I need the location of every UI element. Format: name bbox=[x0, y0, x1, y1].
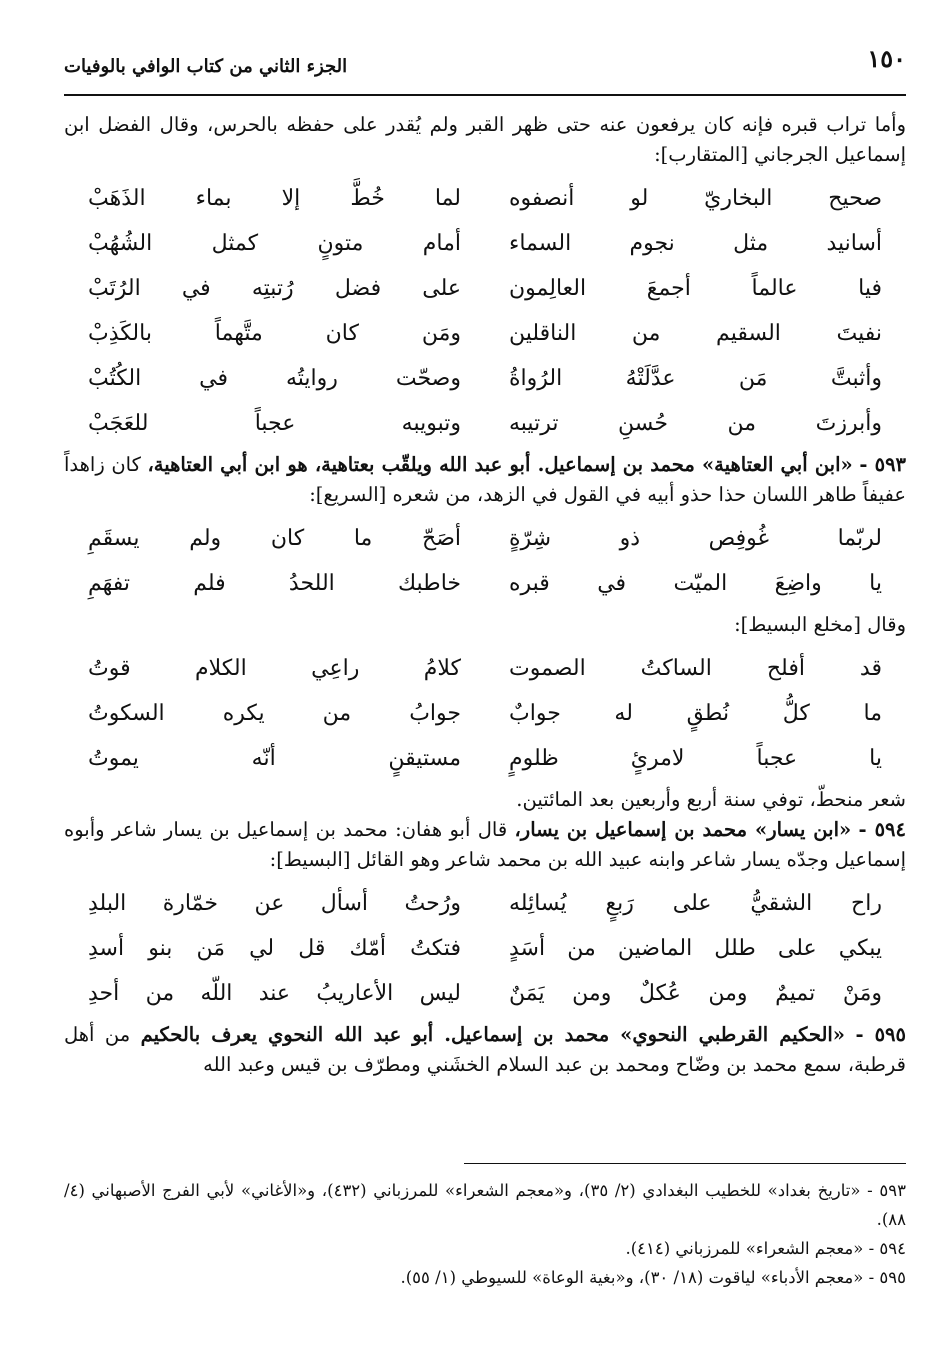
verse bbox=[64, 646, 906, 691]
footnotes bbox=[64, 1176, 906, 1292]
footnote: ٥٩٣ - «تاريخ بغداد» للخطيب البغدادي (٢/ ٣٥)، و«معجم الشعراء» للمرزباني (٤٣٢)، و«الأغاني» لأبي الفرج الأصبهاني (٤/ ٨٨). bbox=[64, 1181, 907, 1229]
verse bbox=[64, 311, 906, 356]
verse-first-hemistich: يا واضِعَ الميّت في قبره bbox=[509, 570, 882, 596]
entry-594 bbox=[64, 815, 906, 875]
verse-second-hemistich: ومَن كان متَّهماً بالكَذِبْ bbox=[88, 320, 461, 346]
verse-first-hemistich: فيا عالماً أجمعَ العالِمون bbox=[509, 275, 882, 301]
verse-second-hemistich: وصحّت روايتُه في الكُتُبْ bbox=[88, 365, 461, 391]
verse-second-hemistich: جوابُ من يكره السكوتُ bbox=[88, 700, 461, 726]
entry-number: ٥٩٤ - bbox=[858, 818, 906, 841]
main-text bbox=[64, 110, 906, 1080]
verse-second-hemistich: وتبويبه عجباً للعَجَبْ bbox=[88, 410, 461, 436]
footnote-divider bbox=[464, 1163, 906, 1164]
entry-heading: «ابن أبي العتاهية» محمد بن إسماعيل. أبو عبد الله ويلقّب بعتاهية، هو ابن أبي العتاهية، bbox=[147, 453, 853, 476]
entry-593 bbox=[64, 450, 906, 510]
verse bbox=[64, 266, 906, 311]
poem-mukhalla bbox=[64, 646, 906, 781]
entry-heading: «ابن يسار» محمد بن إسماعيل بن يسار، bbox=[514, 818, 852, 841]
intro-paragraph: وأما تراب قبره فإنه كان يرفعون عنه حتى ظهر القبر ولم يُقدر على حفظه بالحرس، وقال الفضل ابن إسماعيل الجرجاني [المتقارب]: bbox=[64, 113, 906, 166]
verse bbox=[64, 971, 906, 1016]
verse-second-hemistich: ليس الأعاريبُ عند اللّه من أحدِ bbox=[88, 980, 461, 1006]
poem-basit bbox=[64, 881, 906, 1016]
verse-first-hemistich: وأثبتَّ مَن عدَّلَتْهُ الرُواةُ bbox=[509, 365, 882, 391]
entry-number: ٥٩٥ - bbox=[855, 1023, 906, 1046]
verse-second-hemistich: كلامُ راعِي الكلام قوتُ bbox=[88, 655, 461, 681]
verse-first-hemistich: أسانيد مثل نجوم السماء bbox=[509, 230, 882, 256]
verse bbox=[64, 401, 906, 446]
verse-first-hemistich: قد أفلح الساكتُ الصموت bbox=[509, 655, 882, 681]
verse bbox=[64, 736, 906, 781]
verse-second-hemistich: ورُحتُ أسأل عن خمّارة البلدِ bbox=[88, 890, 461, 916]
verse bbox=[64, 691, 906, 736]
verse-first-hemistich: وأبرزتَ من حُسنِ ترتيبه bbox=[509, 410, 882, 436]
verse bbox=[64, 356, 906, 401]
poem-intro: وقال [مخلع البسيط]: bbox=[734, 613, 906, 636]
verse bbox=[64, 516, 906, 561]
verse bbox=[64, 926, 906, 971]
page-header bbox=[64, 44, 906, 94]
header-divider bbox=[64, 94, 906, 96]
verse bbox=[64, 881, 906, 926]
page-number: ١٥٠ bbox=[867, 44, 906, 73]
verse bbox=[64, 561, 906, 606]
verse-second-hemistich: خاطبك اللحدُ فلم تفهَمِ bbox=[88, 570, 461, 596]
entry-595 bbox=[64, 1020, 906, 1080]
verse-first-hemistich: ما كلُّ نُطقٍ له جوابٌ bbox=[509, 700, 882, 726]
verse bbox=[64, 221, 906, 266]
verse-first-hemistich: راح الشقيُّ على رَبعٍ يُسائِله bbox=[509, 890, 882, 916]
verse-first-hemistich: نفيتَ السقيم من الناقلين bbox=[509, 320, 882, 346]
verse-first-hemistich: ومَنْ تميمٌ ومن عُكلٌ ومن يَمَنٌ bbox=[509, 980, 882, 1006]
poem-bukhari bbox=[64, 176, 906, 446]
footnote: ٥٩٥ - «معجم الأدباء» لياقوت (١٨/ ٣٠)، و«بغية الوعاة» للسيوطي (١/ ٥٥). bbox=[400, 1268, 906, 1287]
verse-second-hemistich: مستيقنٍ أنّه يموتُ bbox=[88, 745, 461, 771]
verse-second-hemistich: أمام متونٍ كمثل الشُهُبْ bbox=[88, 230, 461, 256]
verse bbox=[64, 176, 906, 221]
verse-second-hemistich: على فضل رُتبتِه في الرُتَبْ bbox=[88, 275, 461, 301]
footnote: ٥٩٤ - «معجم الشعراء» للمرزباني (٤١٤). bbox=[625, 1239, 906, 1258]
verse-first-hemistich: لربّما غُوفِص ذو شِرّةٍ bbox=[509, 525, 882, 551]
entry-heading: «الحكيم القرطبي النحوي» محمد بن إسماعيل. أبو عبد الله النحوي يعرف بالحكيم bbox=[140, 1023, 845, 1046]
verse-second-hemistich: أصَحّ ما كان ولم يسقَمِ bbox=[88, 525, 461, 551]
verse-first-hemistich: صحيح البخاريّ لو أنصفوه bbox=[509, 185, 882, 211]
entry-number: ٥٩٣ - bbox=[859, 453, 907, 476]
running-title: الجزء الثاني من كتاب الوافي بالوفيات bbox=[64, 56, 348, 77]
book-page bbox=[64, 0, 906, 1364]
poem-comment: شعر منحطّ، توفي سنة أربع وأربعين بعد المائتين. bbox=[516, 788, 906, 811]
verse-first-hemistich: يبكي على طلل الماضين من أسَدٍ bbox=[509, 935, 882, 961]
poem-sari bbox=[64, 516, 906, 606]
entry-text: كان زاهداً عفيفاً طاهر اللسان حذا حذو أبيه في القول في الزهد، من شعره [السريع]: bbox=[64, 453, 906, 506]
verse-second-hemistich: فتكتُ أمّك قل لي مَن بنو أسدِ bbox=[88, 935, 461, 961]
verse-first-hemistich: يا عجباً لامرئٍ ظلومٍ bbox=[509, 745, 882, 771]
entry-text: من أهل قرطبة، سمع محمد بن وضّاح ومحمد بن عبد السلام الخشَني ومطرّف بن قيس وعبد الله bbox=[64, 1023, 906, 1076]
entry-text: قال أبو هفان: محمد بن إسماعيل بن يسار شاعر وأبوه إسماعيل وجدّه يسار شاعر وابنه عبيد الله بن محمد شاعر وهو القائل [البسيط]: bbox=[64, 818, 906, 871]
verse-second-hemistich: لما خُطَّ إلا بماء الذَهَبْ bbox=[88, 185, 461, 211]
